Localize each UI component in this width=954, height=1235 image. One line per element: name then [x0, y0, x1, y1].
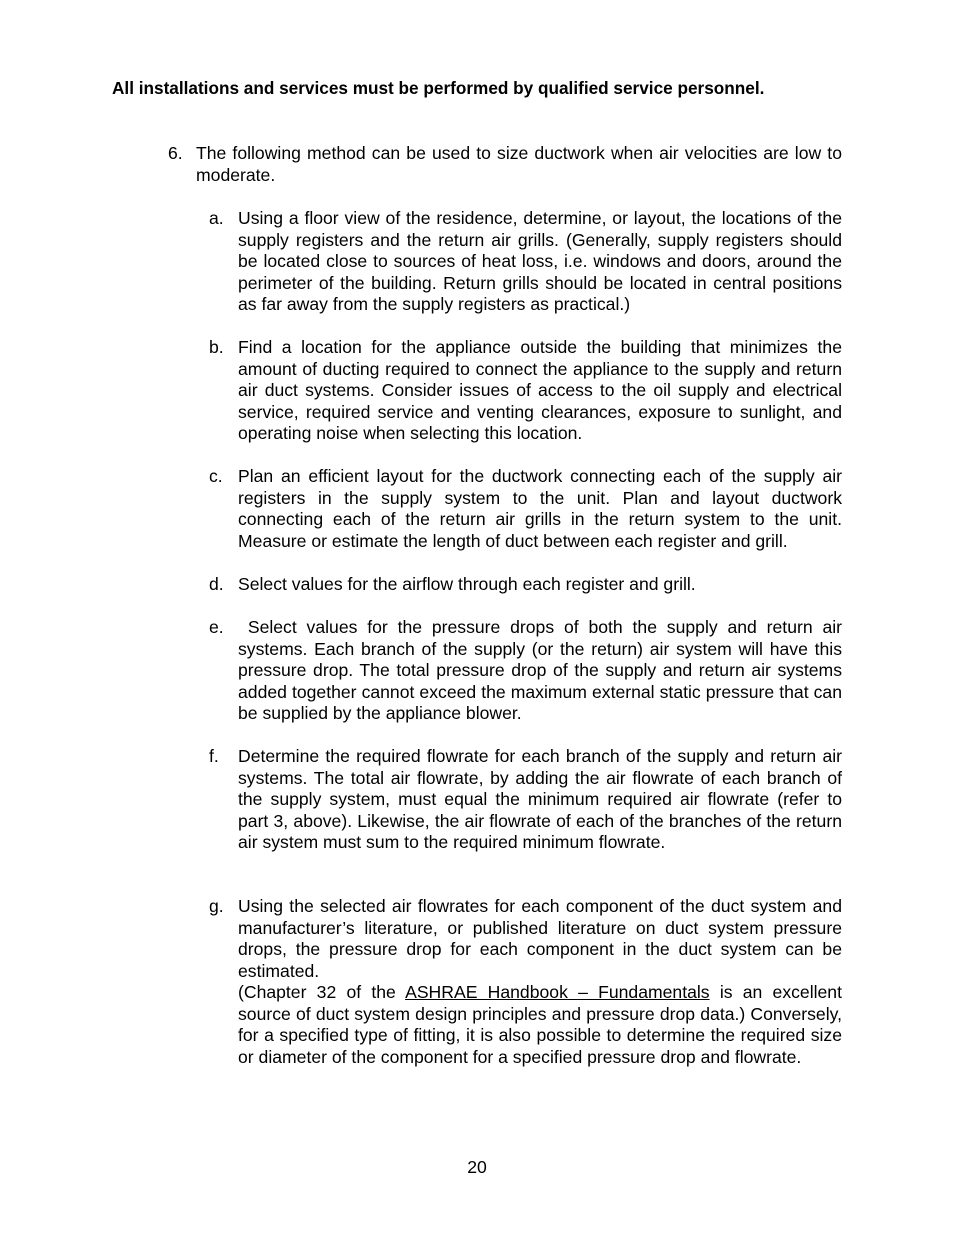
sub-step-text: Determine the required flowrate for each branch of the supply and return air systems. The total air flowrate, by adding the air flowrate of each branch of the supply system, must equal the minimum required air flowrate (refer to part 3, above). Likewise, the air flowrate of each of the branches of the return air system must sum to the required minimum flowrate. [238, 746, 842, 852]
item-text: The following method can be used to size ductwork when air velocities are low to moderate. [196, 143, 842, 185]
sub-step-c [209, 466, 842, 552]
sub-step-letter: e. [209, 617, 224, 637]
sub-step-text: Select values for the pressure drops of both the supply and return air systems. Each branch of the supply (or the return) air system will have this pressure drop. The total pressure drop of the supply and return air systems added together cannot exceed the maximum external static pressure that can be supplied by the appliance blower. [238, 617, 847, 723]
sub-step-g [209, 896, 842, 1068]
sub-step-a [209, 208, 842, 316]
sub-step-text: Using a floor view of the residence, determine, or layout, the locations of the supply registers and the return air grills. (Generally, supply registers should be located close to sources of heat loss, i.e. windows and doors, around the perimeter of the building. Return grills should be located in central positions as far away from the supply registers as practical.) [238, 208, 842, 314]
sub-step-letter: c. [209, 466, 223, 486]
sub-step-text: Find a location for the appliance outside the building that minimizes the amount of ducting required to connect the appliance to the supply and return air duct systems. Consider issues of access to the oil supply and electrical service, required service and venting clearances, exposure to sunlight, and operating noise when selecting this location. [238, 337, 842, 443]
reference-title: ASHRAE Handbook – Fundamentals [405, 982, 710, 1002]
reference-tail: is an excellent source of duct system design principles and pressure drop data.) Conversely, for a specified type of fitting, it is also possible to determine the required size or diameter of the component for a specified pressure drop and flowrate. [238, 982, 842, 1067]
reference-paragraph [238, 982, 842, 1068]
sub-step-text: Select values for the airflow through each register and grill. [238, 574, 696, 594]
sub-step-text: Using the selected air flowrates for each component of the duct system and manufacturer’s literature, or published literature on duct system pressure drops, the pressure drop for each component in the duct system can be estimated. [238, 896, 842, 981]
list-item-6 [168, 143, 842, 186]
sub-step-letter: g. [209, 896, 224, 916]
safety-warning: All installations and services must be performed by qualified service personnel. [112, 78, 765, 98]
reference-lead: (Chapter 32 of the [238, 982, 406, 1002]
sub-step-b [209, 337, 842, 445]
sub-step-letter: a. [209, 208, 224, 228]
sub-step-text: Plan an efficient layout for the ductwork connecting each of the supply air registers in the supply system to the unit. Plan and layout ductwork connecting each of the return air grills in the return system to the unit. Measure or estimate the length of duct between each register and grill. [238, 466, 842, 551]
page-number: 20 [467, 1157, 487, 1177]
sub-step-letter: d. [209, 574, 224, 594]
sub-step-d [209, 574, 842, 596]
item-number: 6. [168, 143, 183, 163]
sub-step-letter: b. [209, 337, 224, 357]
sub-step-f [209, 746, 842, 854]
sub-step-letter: f. [209, 746, 219, 766]
sub-step-e [209, 617, 847, 725]
sub-step-body [238, 896, 842, 1068]
